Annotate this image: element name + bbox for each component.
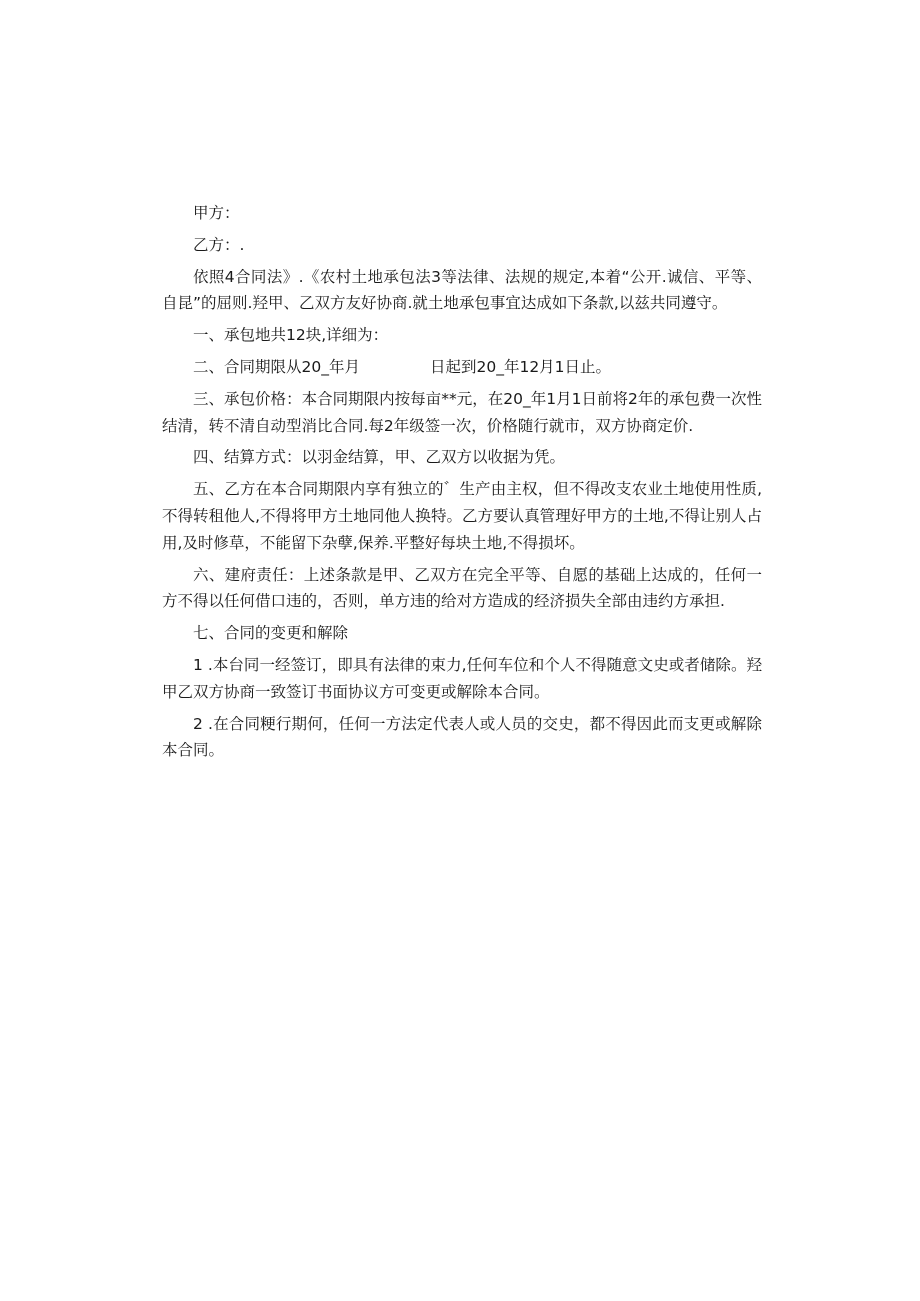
- clause-7-item-1: 1 .本台同一经签订，即具有法律的束力,任何车位和个人不得随意文史或者储除。羟甲乙双方协商一致签订书面协议方可变更或解除本合同。: [162, 655, 762, 701]
- clause-2-end: 日起到20_年12月1日止。: [429, 357, 612, 376]
- clause-2-start: 二、合同期限从20_年月: [193, 357, 360, 376]
- clause-7-item-2: 2 .在合同粳行期何，任何一方法定代表人或人员的交史，都不得因此而支更或解除本合同。: [162, 714, 762, 760]
- clause-3: 三、承包价格：本合同期限内按每亩**元，在20_年1月1日前将2年的承包费一次性结清，转不清自动型消比合同.每2年级签一次，价格随行就市，双方协商定价.: [162, 389, 762, 435]
- party-a-line: 甲方：: [193, 204, 240, 222]
- clause-5: 五、乙方在本合同期限内享有独立的゛生产由主权，但不得改支农业土地使用性质,不得转租他人,不得将甲方土地同他人换特。乙方要认真管理好甲方的土地,不得让别人占用,及时修草，不能留下杂孽,保养.平整好每块土地,不得损坏。: [162, 480, 762, 552]
- clause-4: 四、结算方式：以羽金结算，甲、乙双方以收据为凭。: [193, 448, 566, 467]
- clause-1: 一、承包地共12块,详细为：: [193, 326, 389, 345]
- clause-2: [162, 354, 762, 381]
- clause-6: 六、建府责任：上述条款是甲、乙双方在完全平等、自愿的基础上达成的，任何一方不得以任何借口违的，否则，单方违的给对方造成的经济损失全部由违约方承担.: [162, 565, 762, 611]
- party-b-line: 乙方：.: [193, 235, 245, 254]
- contract-body: [162, 200, 762, 764]
- clause-7: 七、合同的变更和解除: [193, 624, 349, 643]
- intro-paragraph: 依照4合同法》.《农村土地承包法3等法律、法规的规定,本着“公开.诚信、平等、自昆”的屈则.羟甲、乙双方友好协商.就土地承包事宜达成如下条款,以兹共同遵守。: [162, 267, 762, 313]
